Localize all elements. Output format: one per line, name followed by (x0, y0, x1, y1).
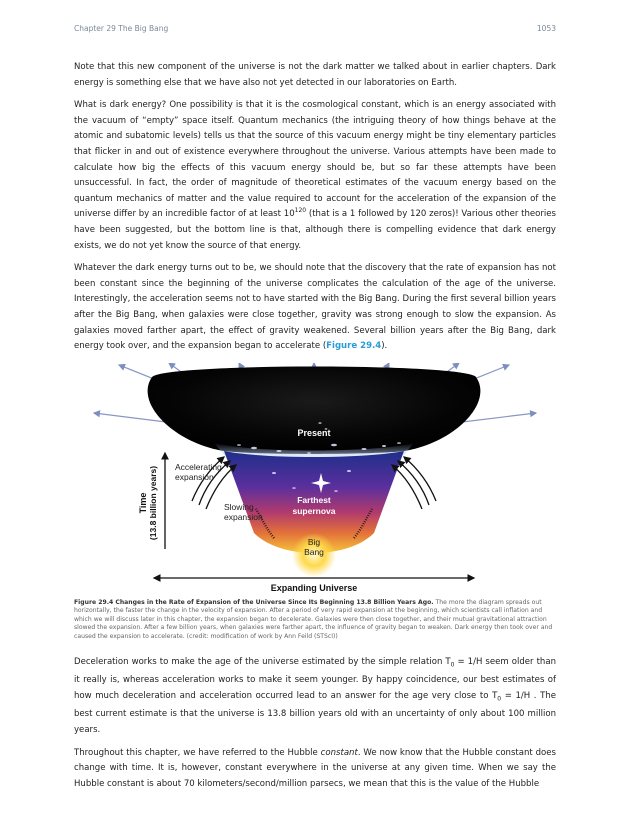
farthest-supernova-label-2: supernova (292, 505, 336, 516)
farthest-supernova-label-1: Farthest (297, 494, 331, 505)
paragraph-3: Whatever the dark energy turns out to be, we should note that the discovery that the rate of expansion has not been constant since the beginning of the universe complicates the calculation of the age of the universe. Interestingly, the acceleration seems not to have started with the Big Bang. During the first several billion years after the Big Bang, when galaxies were close together, gravity was strong enough to slow the expansion. As galaxies moved farther apart, the effect of gravity weakened. Several billion years after the Big Bang, dark energy took over, and the expansion began to accelerate (Figure 29.4). (74, 263, 556, 352)
expanding-universe-label: Expanding Universe (270, 582, 358, 593)
expansion-diagram (74, 363, 556, 593)
main-content (74, 60, 556, 799)
figure-caption (74, 599, 556, 642)
big-bang-label-2: Bang (304, 546, 324, 557)
figure-link[interactable]: Figure 29.4 (326, 341, 382, 352)
paragraph-4: Deceleration works to make the age of the universe estimated by the simple relation $T_0 = 1/H$ seem older than it really is, whereas acceleration works to make it seem younger. By happy coincidence, our best estimates of how much deceleration and acceleration occurred lead to an answer for the age very close to $T_0 = 1/H$ . The best current estimate is that the universe is 13.8 billion years old with an uncertainty of only about 100 million years. (74, 657, 557, 735)
page-header (74, 24, 556, 36)
slowing-label-2: expansion (224, 511, 263, 522)
caption-title: Figure 29.4 Changes in the Rate of Expansion of the Universe Since Its Beginning 13.8 Billion Years Ago. (74, 598, 434, 606)
paragraph-1: Note that this new component of the universe is not the dark matter we talked about in earlier chapters. Dark energy is something else that we have also not yet detected in our laboratories on Earth. (74, 62, 556, 88)
caption-text: The more the diagram spreads out horizontally, the faster the change in the velocity of expansion. After a period of very rapid expansion at the beginning, which scientists call inflation and which we will discuss later in this chapter, the expansion began to decelerate. Galaxies were then close together, and their mutual gravitational attraction slowed the expansion. After a few billion years, when galaxies were farther apart, the influence of gravity began to weaken. Dark energy then took over and caused the expansion to accelerate. (credit: modification of work by Ann Feild (STScI)) (74, 598, 553, 640)
big-bang-label-1: Big (307, 536, 321, 547)
page-number: 1053 (536, 24, 556, 33)
accelerating-label-2: expansion (175, 471, 214, 482)
universe-bowl (148, 366, 481, 454)
slowing-label-1: Slowing (224, 501, 254, 512)
accelerating-label-1: Accelerating (175, 461, 222, 472)
time-sublabel: (13.8 billion years) (148, 465, 158, 540)
figure-29-4 (74, 363, 556, 593)
time-axis (138, 453, 165, 549)
present-label: Present (297, 427, 331, 438)
chapter-title: Chapter 29 The Big Bang (74, 24, 169, 33)
paragraph-5: Throughout this chapter, we have referred to the Hubble constant. We now know that the Hubble constant does change with time. It is, however, constant everywhere in the universe at any given time. When we say the Hubble constant is about 70 kilometers/second/million parsecs, we mean that this is the value of the Hubble (74, 747, 556, 789)
expansion-axis (154, 578, 474, 593)
time-label: Time (138, 492, 148, 514)
exponent: 120 (294, 206, 307, 214)
paragraph-2: What is dark energy? One possibility is that it is the cosmological constant, which is an energy associated with the vacuum of “empty” space itself. Quantum mechanics (the intriguing theory of how things behave at the atomic and subatomic levels) tells us that the source of this vacuum energy might be tiny elementary particles that flicker in and out of existence everywhere throughout the universe. Various attempts have been made to calculate how big the effects of this vacuum energy should be, but so far these attempts have been unsuccessful. In fact, the order of magnitude of theoretical estimates of the vacuum energy based on the quantum mechanics of matter and the value required to account for the acceleration of the expansion of the universe differ by an incredible factor of at least $10^{120}$ (that is a 1 followed by 120 zeros)! Various other theories have been suggested, but the bottom line is that, although there is compelling evidence that dark energy exists, we do not yet know the source of that energy. (74, 100, 556, 251)
